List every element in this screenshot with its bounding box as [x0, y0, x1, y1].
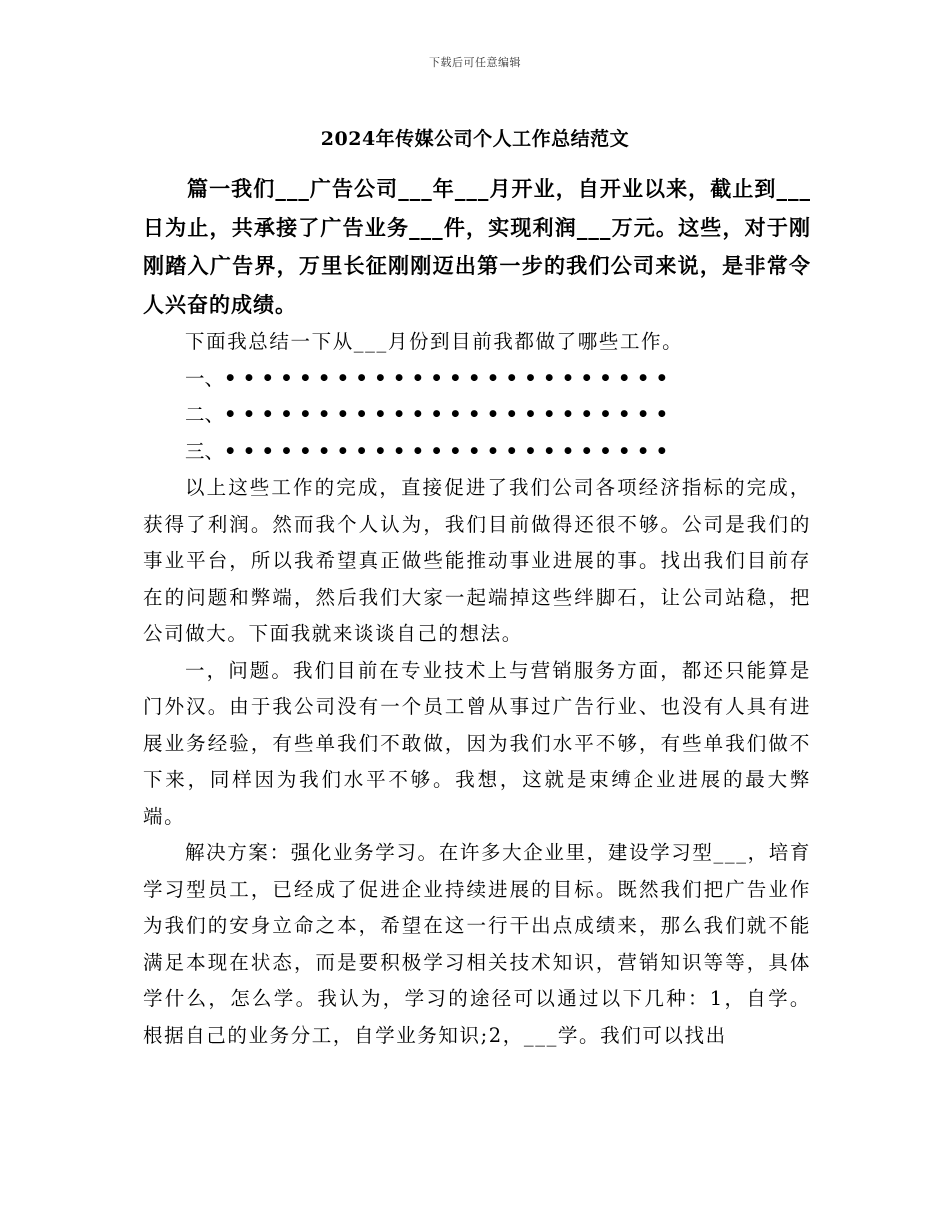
list-item [143, 434, 811, 471]
list-item-dots: •••••••••••••••••••••••• [224, 366, 675, 390]
body-paragraph: 解决方案：强化业务学习。在许多大企业里，建设学习型___，培育学习型员工，已经成了促进企业持续进展的目标。既然我们把广告业作为我们的安身立命之本，希望在这一行干出点成绩来，那么我们就不能满足本现在状态，而是要积极学习相关技术知识，营销知识等等，具体学什么，怎么学。我认为，学习的途径可以通过以下几种：1，自学。根据自己的业务分工，自学业务知识;2，___学。我们可以找出 [143, 841, 811, 1047]
list-item-dots: •••••••••••••••••••••••• [224, 403, 675, 426]
lead-paragraph: 篇一我们___广告公司___年___月开业，自开业以来，截止到___日为止，共承接了广告业务___件，实现利润___万元。这些，对于刚刚踏入广告界，万里长征刚刚迈出第一步的我们公司来说，是非常令人兴奋的成绩。 [143, 176, 811, 317]
list-item-dots: •••••••••••••••••••••••• [224, 439, 675, 463]
document-title: 2024年传媒公司个人工作总结范文 [320, 128, 630, 150]
header-note: 下载后可任意编辑 [429, 56, 521, 69]
list-item-label: 一、 [185, 366, 225, 390]
list-item [143, 397, 811, 434]
intro-paragraph: 下面我总结一下从___月份到目前我都做了哪些工作。 [185, 330, 684, 353]
body-paragraph: 一，问题。我们目前在专业技术上与营销服务方面，都还只能算是门外汉。由于我公司没有一个员工曾从事过广告行业、也没有人具有进展业务经验，有些单我们不敢做，因为我们水平不够，有些单我们做不下来，同样因为我们水平不够。我想，这就是束缚企业进展的最大弊端。 [143, 658, 811, 828]
body-paragraph: 以上这些工作的完成，直接促进了我们公司各项经济指标的完成，获得了利润。然而我个人认为，我们目前做得还很不够。公司是我们的事业平台，所以我希望真正做些能推动事业进展的事。找出我们目前存在的问题和弊端，然后我们大家一起端掉这些绊脚石，让公司站稳，把公司做大。下面我就来谈谈自己的想法。 [143, 476, 811, 645]
list-item-label: 三、 [185, 439, 225, 463]
document-body [143, 170, 811, 1054]
list-item [143, 361, 811, 398]
list-item-label: 二、 [185, 403, 225, 426]
